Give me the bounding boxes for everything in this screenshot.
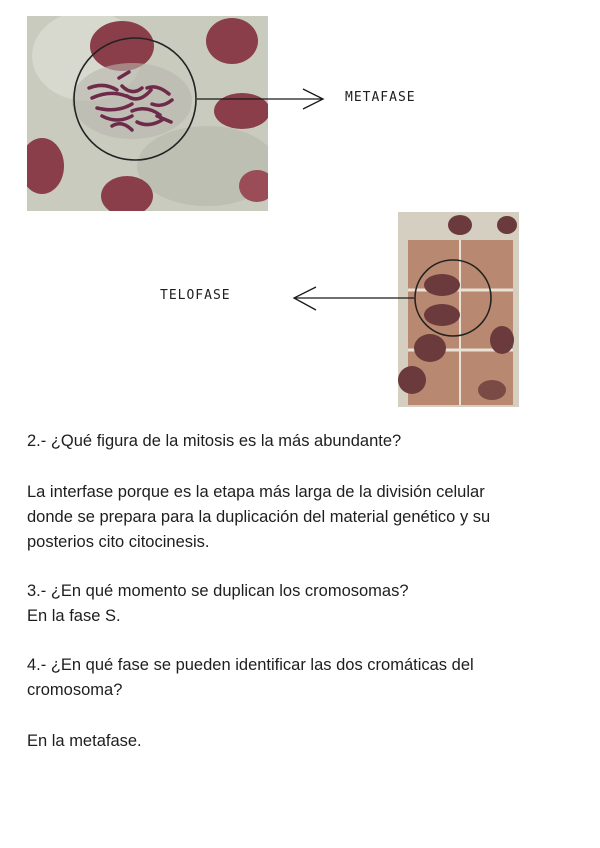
metaphase-arrow-icon <box>195 84 330 114</box>
question-4-line: 4.- ¿En qué fase se pueden identificar las dos cromáticas del <box>27 656 474 674</box>
telophase-label: TELOFASE <box>160 288 231 303</box>
metaphase-label: METAFASE <box>345 90 416 105</box>
question-3: 3.- ¿En qué momento se duplican los cromosomas? <box>27 582 409 600</box>
answer-4-block <box>27 729 572 754</box>
answer-3: En la fase S. <box>27 607 121 625</box>
question-2: 2.- ¿Qué figura de la mitosis es la más abundante? <box>27 432 402 450</box>
question-4-line: cromosoma? <box>27 681 123 699</box>
question-3-block <box>27 579 572 629</box>
answer-2-line: La interfase porque es la etapa más larga de la división celular <box>27 483 485 501</box>
answer-2-line: posterios cito citocinesis. <box>27 533 210 551</box>
answer-4: En la metafase. <box>27 732 142 750</box>
question-2-block <box>27 429 572 454</box>
question-4-block <box>27 653 572 703</box>
answer-2-line: donde se prepara para la duplicación del material genético y su <box>27 508 491 526</box>
telophase-arrow-icon <box>288 283 416 313</box>
answer-2-block <box>27 480 572 555</box>
